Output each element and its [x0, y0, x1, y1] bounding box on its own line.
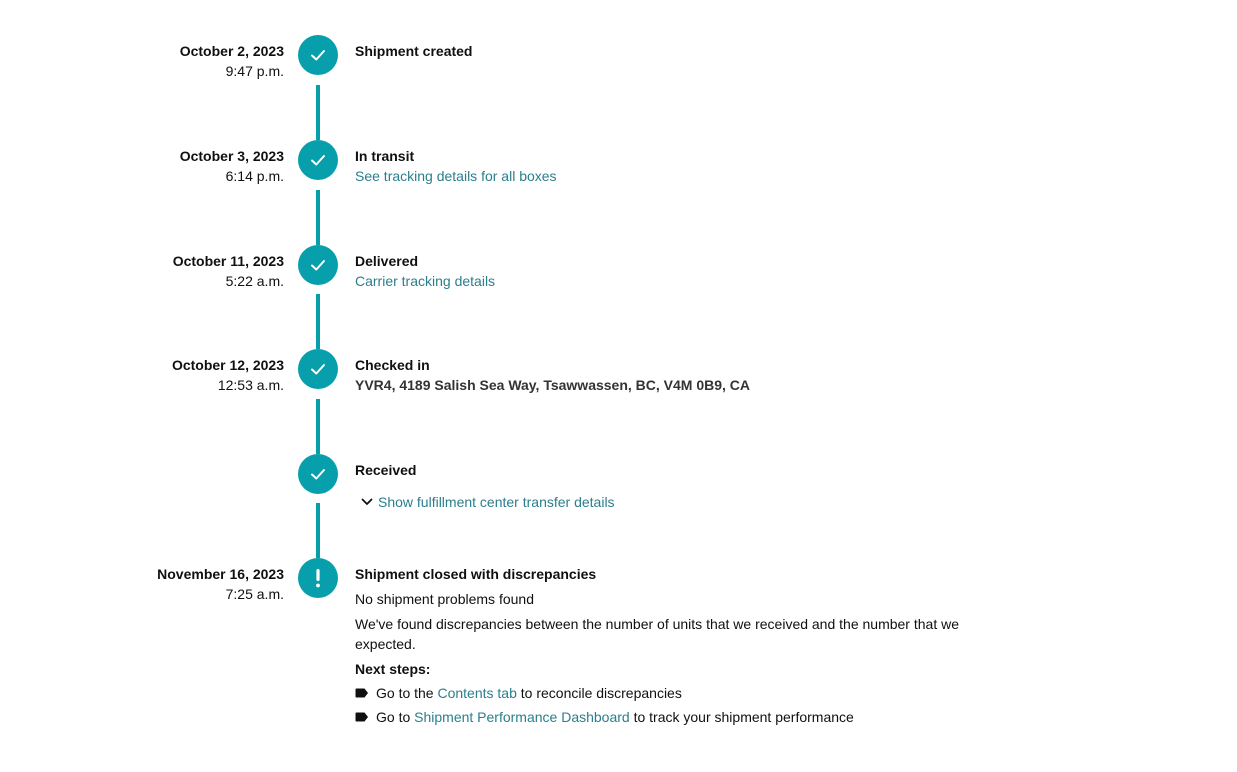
transfer-details-expander[interactable]	[355, 492, 1055, 512]
event-title: Checked in	[355, 357, 430, 373]
check-icon	[298, 245, 338, 285]
step-suffix: to reconcile discrepancies	[516, 685, 682, 701]
timeline-connector	[316, 399, 320, 454]
event-time: 9:47 p.m.	[225, 63, 284, 79]
event-time: 6:14 p.m.	[225, 168, 284, 184]
shipment-performance-dashboard-link[interactable]: Shipment Performance Dashboard	[414, 709, 630, 725]
event-content	[355, 146, 1055, 186]
tag-bullet-icon	[355, 712, 369, 722]
timeline-connector	[316, 190, 320, 245]
shipment-problems-text: No shipment problems found	[355, 591, 534, 607]
event-datetime	[180, 41, 284, 81]
check-icon	[298, 140, 338, 180]
event-date: October 2, 2023	[179, 43, 284, 59]
next-steps-heading: Next steps:	[355, 661, 431, 677]
timeline-connector	[316, 294, 320, 349]
exclamation-icon	[298, 558, 338, 598]
event-date: October 12, 2023	[171, 357, 284, 373]
event-content	[355, 41, 1055, 61]
timeline-connector	[316, 85, 320, 140]
chevron-down-icon	[359, 494, 375, 510]
event-content	[355, 460, 1055, 512]
event-time: 12:53 a.m.	[217, 377, 284, 393]
event-date: October 11, 2023	[172, 253, 284, 269]
carrier-tracking-details-link[interactable]: Carrier tracking details	[355, 273, 496, 289]
event-date: October 3, 2023	[179, 148, 284, 164]
event-datetime	[180, 146, 284, 186]
event-time: 7:25 a.m.	[225, 586, 284, 602]
contents-tab-link[interactable]: Contents tab	[437, 685, 517, 701]
discrepancy-message: We've found discrepancies between the number of units that we received and the number that we expected.	[355, 616, 959, 652]
event-datetime	[172, 355, 284, 395]
next-step-item	[355, 707, 1055, 727]
event-datetime	[173, 251, 284, 291]
event-content	[355, 355, 1055, 395]
event-title: Shipment created	[355, 43, 473, 59]
event-title: Received	[355, 462, 417, 478]
timeline-connector	[316, 503, 320, 558]
check-icon	[298, 349, 338, 389]
event-title: In transit	[355, 148, 415, 164]
event-datetime	[157, 564, 284, 604]
step-prefix: Go to the	[376, 685, 438, 701]
tracking-details-all-boxes-link[interactable]: See tracking details for all boxes	[355, 168, 557, 184]
fulfillment-center-address: YVR4, 4189 Salish Sea Way, Tsawwassen, BC, V4M 0B9, CA	[355, 377, 751, 393]
event-content	[355, 564, 1055, 727]
event-content	[355, 251, 1055, 291]
show-transfer-details-link[interactable]: Show fulfillment center transfer details	[378, 494, 615, 510]
tag-bullet-icon	[355, 688, 369, 698]
event-time: 5:22 a.m.	[225, 273, 284, 289]
check-icon	[298, 35, 338, 75]
step-suffix: to track your shipment performance	[629, 709, 854, 725]
check-icon	[298, 454, 338, 494]
event-title: Shipment closed with discrepancies	[355, 566, 597, 582]
next-step-item	[355, 683, 1055, 703]
step-prefix: Go to	[376, 709, 415, 725]
event-date: November 16, 2023	[157, 566, 284, 582]
event-title: Delivered	[355, 253, 419, 269]
